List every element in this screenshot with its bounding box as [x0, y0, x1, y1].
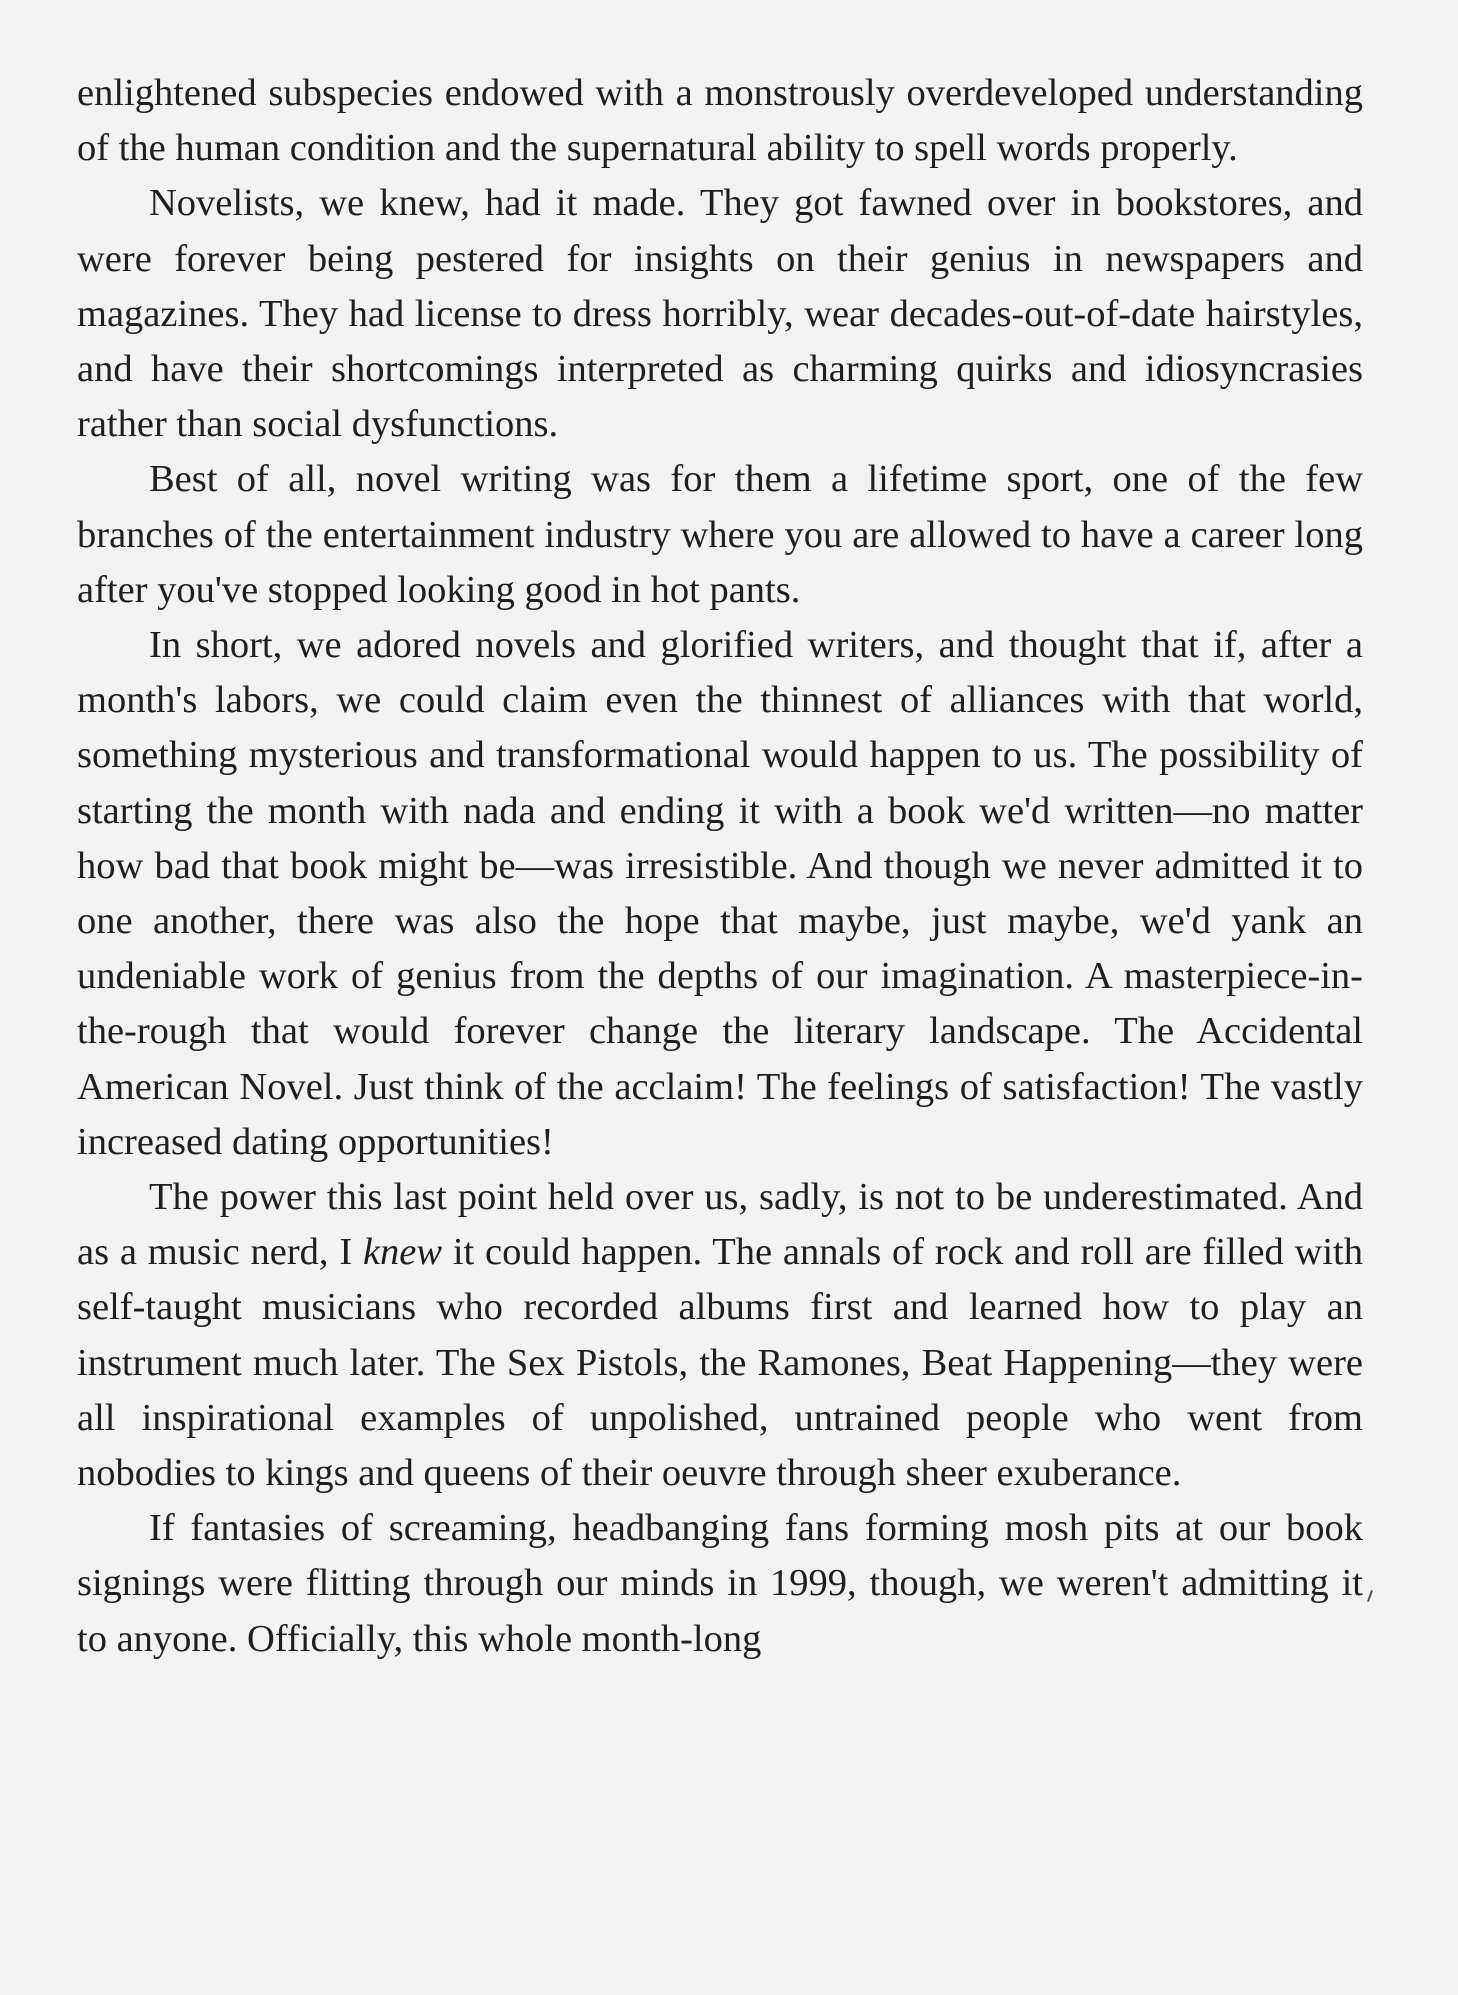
stray-mark: [1367, 1590, 1373, 1602]
book-page-text: [77, 66, 1363, 1667]
paragraph-best-of-all: Best of all, novel writing was for them a lifetime sport, one of the few branches of the entertainment industry where you are allowed to have a career long after you've stopped looking good in hot pants.: [77, 458, 1363, 611]
paragraph-continued: enlightened subspecies endowed with a monstrously overdeveloped understanding of the human condition and the supernatural ability to spell words properly.: [77, 72, 1363, 170]
paragraph-if-fantasies: If fantasies of screaming, headbanging fans forming mosh pits at our book signings were flitting through our minds in 1999, though, we weren't admitting it to anyone. Officially, this whole month-long: [77, 1507, 1363, 1660]
paragraph-the-power: [77, 1170, 1363, 1501]
paragraph-the-power-before: The power this last point held over us, sadly, is not to be underestimated. And as a music nerd, I: [77, 1176, 1363, 1274]
paragraph-novelists: Novelists, we knew, had it made. They got fawned over in bookstores, and were forever being pestered for insights on their genius in newspapers and magazines. They had license to dress horribly, wear decades-out-of-date hairstyles, and have their shortcomings interpreted as charming quirks and idiosyncrasies rather than social dysfunctions.: [77, 182, 1363, 446]
paragraph-in-short: In short, we adored novels and glorified writers, and thought that if, after a month's labors, we could claim even the thinnest of alliances with that world, something mysterious and transformational would happen to us. The possibility of starting the month with nada and ending it with a book we'd written—no matter how bad that book might be—was irresistible. And though we never admitted it to one another, there was also the hope that maybe, just maybe, we'd yank an undeniable work of genius from the depths of our imagination. A masterpiece-in-the-rough that would forever change the literary landscape. The Accidental American Novel. Just think of the acclaim! The feelings of satisfaction! The vastly increased dating opportunities!: [77, 624, 1363, 1163]
emphasis-knew: knew: [362, 1231, 443, 1274]
paragraph-the-power-after: it could happen. The annals of rock and roll are filled with self-taught musicians who recorded albums first and learned how to play an instrument much later. The Sex Pistols, the Ramones, Beat Happening—they were all inspirational examples of unpolished, untrained people who went from nobodies to kings and queens of their oeuvre through sheer exuberance.: [77, 1231, 1364, 1495]
